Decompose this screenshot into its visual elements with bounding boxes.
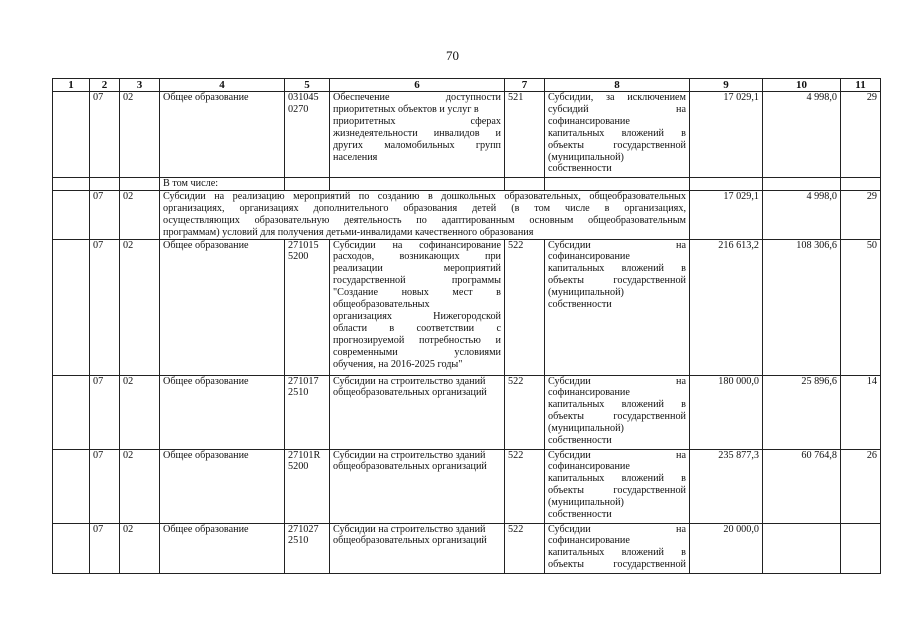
amount-total: 216 613,2 [690,239,763,375]
percent [841,523,881,573]
page-number: 70 [446,48,459,63]
target-article-name: Субсидии на строительство зданий общеобразовательных организаций [330,449,505,523]
col-header-8: 8 [545,79,690,92]
target-article-name: Субсидии на строительство зданий общеобразовательных организаций [330,523,505,573]
subsection-code: 02 [120,190,160,239]
col-header-6: 6 [330,79,505,92]
section-name: Общее образование [160,92,285,178]
section-code: 07 [90,375,120,449]
col-header-4: 4 [160,79,285,92]
table-row [53,375,881,449]
table-row [53,239,881,375]
subsection-code: 02 [120,239,160,375]
target-article: 271017 2510 [285,375,330,449]
percent: 29 [841,190,881,239]
amount-total: 20 000,0 [690,523,763,573]
table-row [53,92,881,178]
amount-total: 235 877,3 [690,449,763,523]
section-name: Общее образование [160,523,285,573]
section-code: 07 [90,449,120,523]
subsection-code: 02 [120,523,160,573]
budget-table [52,78,881,574]
expense-type-name: Субсидии на софинансирование капитальных вложений в объекты государственной (муниципальной) собственности [545,239,690,375]
expense-type: 521 [505,92,545,178]
col-header-11: 11 [841,79,881,92]
percent: 14 [841,375,881,449]
col-header-10: 10 [763,79,841,92]
section-name: Общее образование [160,239,285,375]
merged-description: Субсидии на реализацию мероприятий по созданию в дошкольных образовательных, общеобразовательных организациях, организациях дополнительного образования детей (в том числе в организациях, осуществляющих образовательную деятельность по адаптированным основным общеобразовательным программам) условий для получения детьми-инвалидами качественного образования [160,190,690,239]
col-header-5: 5 [285,79,330,92]
target-article: 271015 5200 [285,239,330,375]
col-header-7: 7 [505,79,545,92]
expense-type-name: Субсидии на софинансирование капитальных вложений в объекты государственной (муниципальной) собственности [545,375,690,449]
target-article: 271027 2510 [285,523,330,573]
amount-total: 17 029,1 [690,92,763,178]
expense-type-name: Субсидии на софинансирование капитальных вложений в объекты государственной (муниципальной) собственности [545,449,690,523]
subsection-code: 02 [120,375,160,449]
header-row [53,79,881,92]
amount-cofinancing: 60 764,8 [763,449,841,523]
table-row [53,523,881,573]
percent: 29 [841,92,881,178]
section-code: 07 [90,92,120,178]
amount-cofinancing: 108 306,6 [763,239,841,375]
section-name: Общее образование [160,375,285,449]
section-code: 07 [90,239,120,375]
expense-type: 522 [505,375,545,449]
section-name: Общее образование [160,449,285,523]
amount-cofinancing: 4 998,0 [763,92,841,178]
expense-type-name: Субсидии на софинансирование капитальных вложений в объекты государственной [545,523,690,573]
amount-cofinancing [763,523,841,573]
target-article: 031045 0270 [285,92,330,178]
target-article-name: Субсидии на строительство зданий общеобразовательных организаций [330,375,505,449]
section-code: 07 [90,523,120,573]
subsection-code: 02 [120,92,160,178]
amount-cofinancing: 25 896,6 [763,375,841,449]
amount-cofinancing: 4 998,0 [763,190,841,239]
including-label: В том числе: [160,178,285,191]
section-code: 07 [90,190,120,239]
col-header-3: 3 [120,79,160,92]
amount-total: 180 000,0 [690,375,763,449]
col-header-9: 9 [690,79,763,92]
subsection-code: 02 [120,449,160,523]
expense-type: 522 [505,523,545,573]
target-article: 27101R 5200 [285,449,330,523]
table-row [53,190,881,239]
target-article-name: Субсидии на софинансирование расходов, возникающих при реализации мероприятий государственной программы "Создание новых мест в общеобразовательных организациях Нижегородской области в соответствии с прогнозируемой потребностью и современными условиями обучения, на 2016-2025 годы" [330,239,505,375]
expense-type: 522 [505,239,545,375]
col-header-1: 1 [53,79,90,92]
expense-type: 522 [505,449,545,523]
amount-total: 17 029,1 [690,190,763,239]
col-header-2: 2 [90,79,120,92]
target-article-name: Обеспечение доступности приоритетных объектов и услуг в приоритетных сферах жизнедеятельности инвалидов и других маломобильных групп населения [330,92,505,178]
percent: 50 [841,239,881,375]
table-row [53,178,881,191]
table-row [53,449,881,523]
percent: 26 [841,449,881,523]
expense-type-name: Субсидии, за исключением субсидий на софинансирование капитальных вложений в объекты государственной (муниципальной) собственности [545,92,690,178]
